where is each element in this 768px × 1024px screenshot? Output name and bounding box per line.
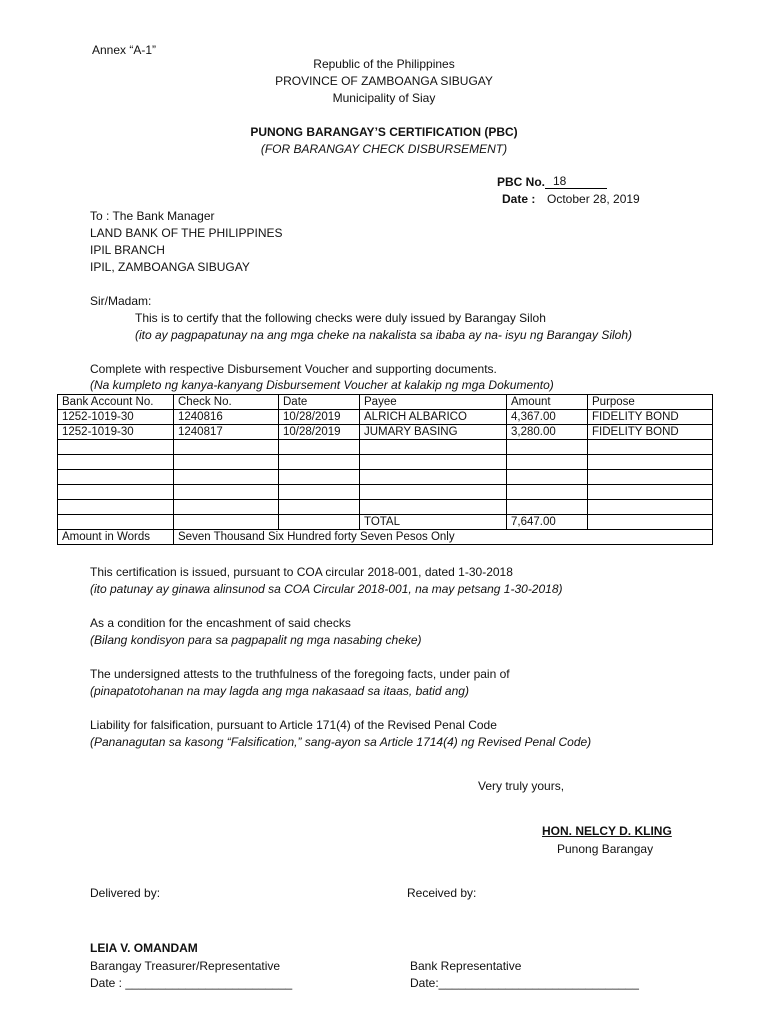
addressee-location: IPIL, ZAMBOANGA SIBUGAY xyxy=(90,260,250,274)
table-row xyxy=(58,470,713,485)
cell-bank-account: 1252-1019-30 xyxy=(58,425,174,440)
cell-date xyxy=(279,485,360,500)
annex-label: Annex “A-1” xyxy=(92,43,157,57)
cell-purpose xyxy=(588,485,713,500)
cell-payee xyxy=(360,455,507,470)
pbc-date-label: Date : xyxy=(502,192,536,206)
complete-statement-filipino: (Na kumpleto ng kanya-kanyang Disbursement Voucher at kalakip ng mga Dokumento) xyxy=(90,378,554,392)
cell-check-no: 1240816 xyxy=(174,410,279,425)
total-empty-cell xyxy=(58,515,174,530)
document-title: PUNONG BARANGAY’S CERTIFICATION (PBC) xyxy=(250,125,518,139)
signatory-position: Punong Barangay xyxy=(557,842,654,856)
cell-check-no xyxy=(174,455,279,470)
cell-date xyxy=(279,440,360,455)
cell-bank-account xyxy=(58,455,174,470)
cell-purpose: FIDELITY BOND xyxy=(588,425,713,440)
addressee-to: To : The Bank Manager xyxy=(90,209,215,223)
cell-amount xyxy=(507,500,588,515)
attestation-statement-filipino: (pinapatotohanan na may lagda ang mga nakasaad sa itaas, batid ang) xyxy=(90,684,469,698)
cell-amount: 4,367.00 xyxy=(507,410,588,425)
received-by-label: Received by: xyxy=(407,886,477,900)
total-label: TOTAL xyxy=(360,515,507,530)
cell-check-no xyxy=(174,440,279,455)
cell-purpose xyxy=(588,470,713,485)
republic-header: Republic of the Philippines xyxy=(313,57,455,71)
cell-payee xyxy=(360,485,507,500)
cell-bank-account xyxy=(58,470,174,485)
cell-payee: JUMARY BASING xyxy=(360,425,507,440)
cell-check-no xyxy=(174,500,279,515)
addressee-branch: IPIL BRANCH xyxy=(90,243,165,257)
total-empty-cell xyxy=(174,515,279,530)
cell-purpose xyxy=(588,500,713,515)
cell-purpose: FIDELITY BOND xyxy=(588,410,713,425)
salutation: Sir/Madam: xyxy=(90,294,152,308)
liability-statement: Liability for falsification, pursuant to Article 171(4) of the Revised Penal Code xyxy=(90,718,497,732)
cell-date xyxy=(279,500,360,515)
cell-amount xyxy=(507,455,588,470)
header-bank-account: Bank Account No. xyxy=(58,395,174,410)
cell-date xyxy=(279,470,360,485)
cell-purpose xyxy=(588,440,713,455)
certify-statement: This is to certify that the following checks were duly issued by Barangay Siloh xyxy=(135,311,546,325)
delivered-by-position: Barangay Treasurer/Representative xyxy=(90,959,281,973)
received-date-line: Date:______________________________ xyxy=(410,976,639,990)
table-header-row xyxy=(58,395,713,410)
addressee-bank: LAND BANK OF THE PHILIPPINES xyxy=(90,226,283,240)
cell-bank-account xyxy=(58,500,174,515)
total-empty-cell xyxy=(588,515,713,530)
cell-check-no: 1240817 xyxy=(174,425,279,440)
cell-payee: ALRICH ALBARICO xyxy=(360,410,507,425)
province-header: PROVINCE OF ZAMBOANGA SIBUGAY xyxy=(275,74,493,88)
cell-check-no xyxy=(174,485,279,500)
table-row xyxy=(58,455,713,470)
cell-bank-account xyxy=(58,485,174,500)
pbc-number-value: 18 xyxy=(545,175,607,189)
cell-date: 10/28/2019 xyxy=(279,425,360,440)
total-value: 7,647.00 xyxy=(507,515,588,530)
cell-payee xyxy=(360,440,507,455)
coa-circular-statement: This certification is issued, pursuant to COA circular 2018-001, dated 1-30-2018 xyxy=(90,565,513,579)
cell-amount: 3,280.00 xyxy=(507,425,588,440)
cell-check-no xyxy=(174,470,279,485)
pbc-number-label: PBC No. xyxy=(497,175,545,189)
delivered-date-line: Date : _________________________ xyxy=(90,976,293,990)
received-by-position: Bank Representative xyxy=(410,959,522,973)
liability-statement-filipino: (Pananagutan sa kasong “Falsification,” sang-ayon sa Article 1714(4) ng Revised Penal Code) xyxy=(90,735,592,749)
cell-bank-account: 1252-1019-30 xyxy=(58,410,174,425)
header-purpose: Purpose xyxy=(588,395,713,410)
cell-purpose xyxy=(588,455,713,470)
encashment-condition: As a condition for the encashment of said checks xyxy=(90,616,351,630)
cell-payee xyxy=(360,500,507,515)
header-amount: Amount xyxy=(507,395,588,410)
cell-date: 10/28/2019 xyxy=(279,410,360,425)
cell-bank-account xyxy=(58,440,174,455)
header-payee: Payee xyxy=(360,395,507,410)
signatory-name: HON. NELCY D. KLING xyxy=(542,824,672,838)
table-total-row xyxy=(58,515,713,530)
cell-amount xyxy=(507,440,588,455)
coa-circular-statement-filipino: (ito patunay ay ginawa alinsunod sa COA Circular 2018-001, na may petsang 1-30-2018) xyxy=(90,582,563,596)
pbc-date-value: October 28, 2019 xyxy=(547,192,640,206)
total-empty-cell xyxy=(279,515,360,530)
header-date: Date xyxy=(279,395,360,410)
table-row xyxy=(58,500,713,515)
encashment-condition-filipino: (Bilang kondisyon para sa pagpapalit ng mga nasabing cheke) xyxy=(90,633,422,647)
complete-statement: Complete with respective Disbursement Voucher and supporting documents. xyxy=(90,362,497,376)
municipality-header: Municipality of Siay xyxy=(332,91,436,105)
disbursement-table xyxy=(57,394,713,545)
cell-amount xyxy=(507,485,588,500)
amount-in-words-value: Seven Thousand Six Hundred forty Seven Pesos Only xyxy=(174,530,713,545)
attestation-statement: The undersigned attests to the truthfulness of the foregoing facts, under pain of xyxy=(90,667,510,681)
cell-payee xyxy=(360,470,507,485)
document-subtitle: (FOR BARANGAY CHECK DISBURSEMENT) xyxy=(260,142,508,156)
amount-in-words-label: Amount in Words xyxy=(58,530,174,545)
closing-phrase: Very truly yours, xyxy=(478,779,565,793)
cell-amount xyxy=(507,470,588,485)
table-row xyxy=(58,410,713,425)
certify-statement-filipino: (ito ay pagpapatunay na ang mga cheke na nakalista sa ibaba ay na- isyu ng Barangay Siloh) xyxy=(135,328,632,342)
delivered-by-name: LEIA V. OMANDAM xyxy=(90,941,198,955)
cell-date xyxy=(279,455,360,470)
header-check-no: Check No. xyxy=(174,395,279,410)
delivered-by-label: Delivered by: xyxy=(90,886,161,900)
table-words-row xyxy=(58,530,713,545)
table-row xyxy=(58,440,713,455)
table-row xyxy=(58,425,713,440)
table-row xyxy=(58,485,713,500)
